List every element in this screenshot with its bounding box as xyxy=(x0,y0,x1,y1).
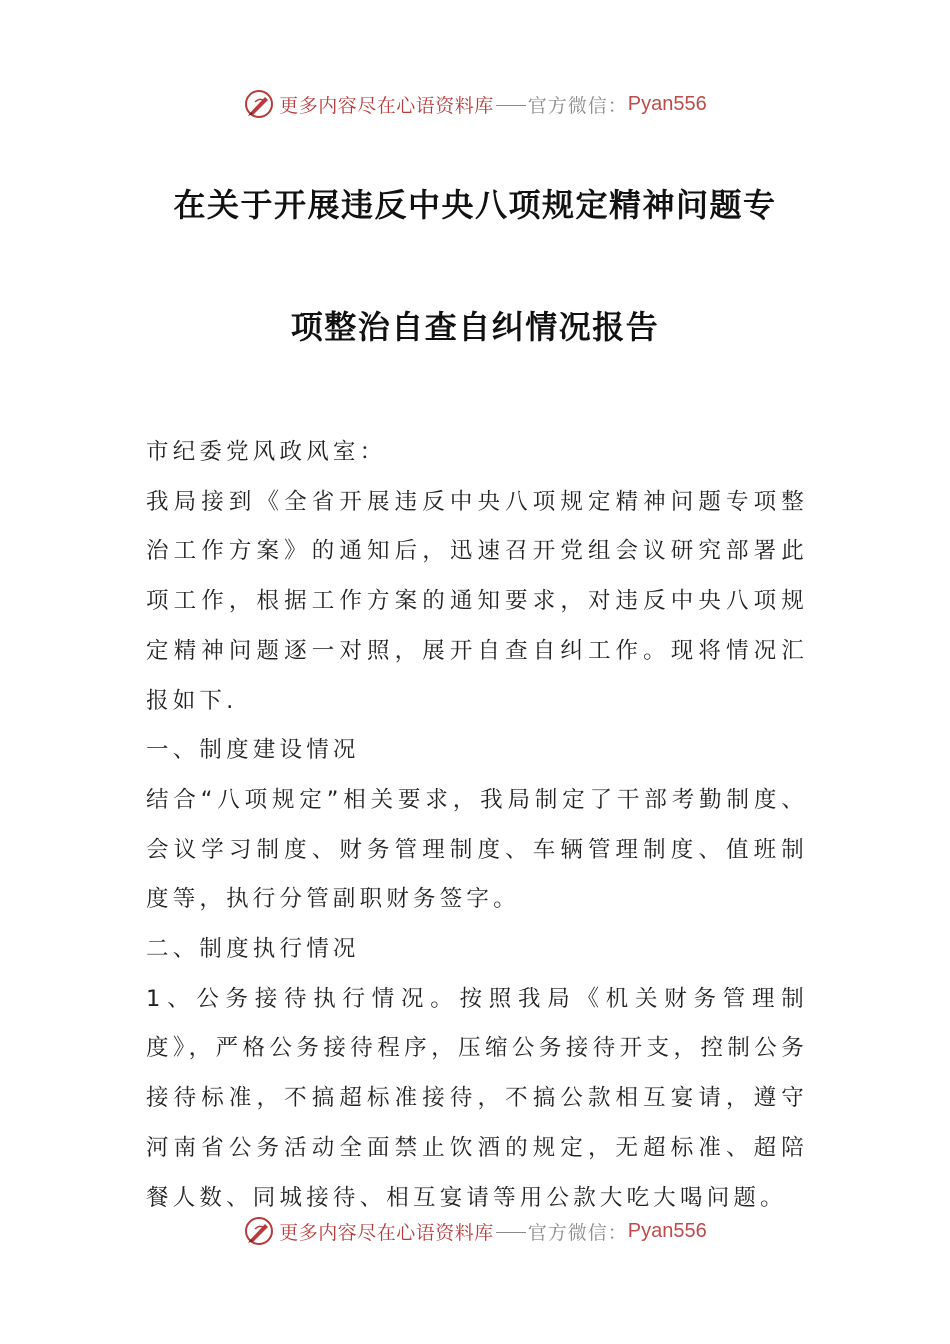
pen-logo-icon xyxy=(243,88,275,120)
watermark-dash xyxy=(496,105,526,106)
pen-logo-icon xyxy=(243,1215,275,1247)
watermark-wechat-id: Pyan556 xyxy=(627,1219,707,1242)
watermark-site-text: 更多内容尽在心语资料库 xyxy=(279,1221,494,1244)
watermark-site-text: 更多内容尽在心语资料库 xyxy=(279,94,494,117)
header-watermark xyxy=(0,84,950,124)
document-title-line-1: 在关于开展违反中央八项规定精神问题专 xyxy=(173,186,777,224)
watermark-contact-label: 官方微信： xyxy=(527,1221,628,1244)
watermark-contact-label: 官方微信： xyxy=(527,94,628,117)
salutation: 市纪委党风政风室： xyxy=(146,439,387,465)
footer-watermark xyxy=(0,1211,950,1251)
section-2-heading: 二、制度执行情况 xyxy=(146,936,360,963)
section-1-heading: 一、制度建设情况 xyxy=(146,737,360,764)
document-body xyxy=(146,428,808,1223)
watermark-dash xyxy=(496,1232,526,1233)
section-2-item-1: 1、公务接待执行情况。按照我局《机关财务管理制度》，严格公务接待程序，压缩公务接待开支，控制公务接待标准，不搞超标准接待，不搞公款相互宴请，遵守河南省公务活动全面禁止饮酒的规定，无超标准、超陪餐人数、同城接待、相互宴请等用公款大吃大喝问题。 xyxy=(146,985,808,1211)
document-title-line-2: 项整治自查自纠情况报告 xyxy=(290,308,660,346)
section-1-paragraph: 结合“八项规定”相关要求，我局制定了干部考勤制度、会议学习制度、财务管理制度、车辆管理制度、值班制度等，执行分管副职财务签字。 xyxy=(146,786,808,913)
intro-paragraph: 我局接到《全省开展违反中央八项规定精神问题专项整治工作方案》的通知后，迅速召开党组会议研究部署此项工作，根据工作方案的通知要求，对违反中央八项规定精神问题逐一对照，展开自查自纠工作。现将情况汇报如下. xyxy=(146,488,808,714)
watermark-wechat-id: Pyan556 xyxy=(627,92,707,115)
